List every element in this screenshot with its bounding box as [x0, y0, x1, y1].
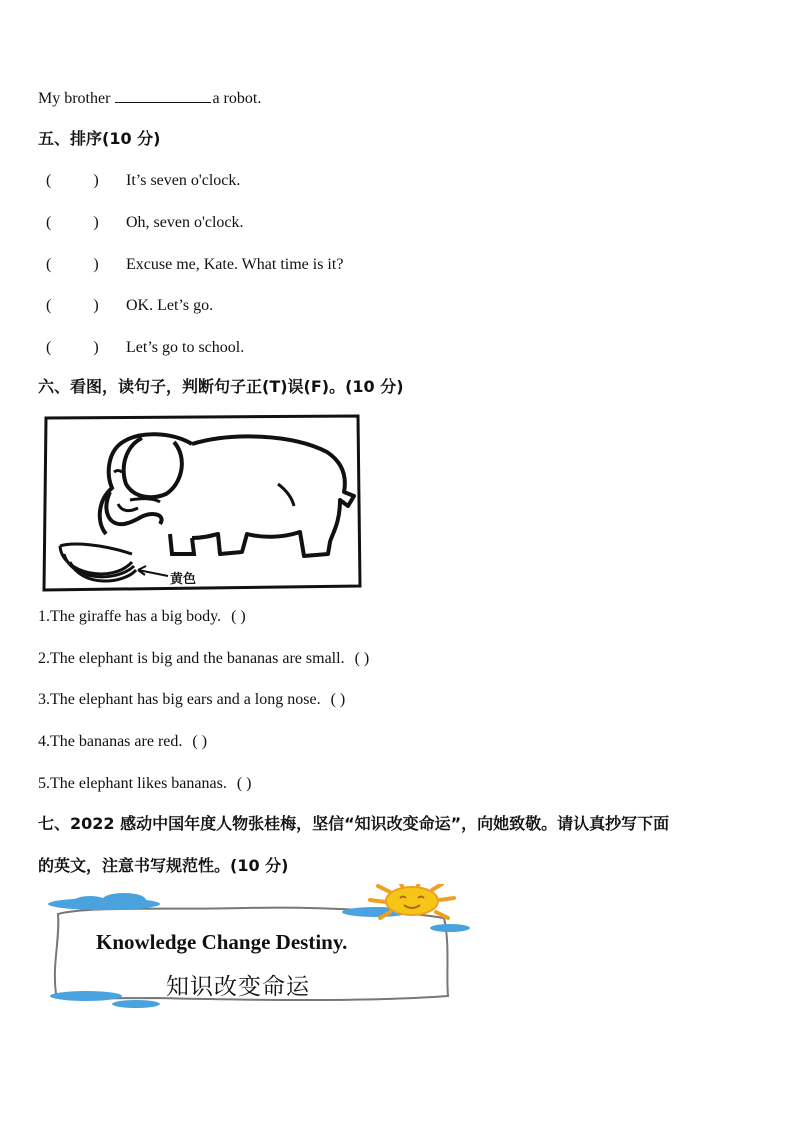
- order-answer-slot[interactable]: ( ): [46, 172, 99, 189]
- tf-answer-slot[interactable]: ( ): [231, 608, 246, 625]
- banana-color-label: 黄色: [170, 572, 197, 587]
- tf-question: [38, 690, 345, 710]
- sentence-start: My brother: [38, 90, 115, 107]
- order-sentence: It’s seven o'clock.: [126, 172, 241, 189]
- order-answer-slot[interactable]: ( ): [46, 297, 99, 314]
- order-item: [46, 213, 244, 233]
- tf-answer-slot[interactable]: ( ): [236, 775, 252, 792]
- question-text: 2.The elephant is big and the bananas are small.: [38, 650, 345, 667]
- order-item: [46, 338, 244, 358]
- tf-answer-slot[interactable]: ( ): [192, 733, 208, 750]
- order-item: [46, 296, 213, 316]
- tf-answer-slot[interactable]: ( ): [354, 650, 370, 667]
- answer-blank[interactable]: [115, 88, 211, 103]
- section-7-heading-line2: 的英文，注意书写规范性。(10 分): [38, 856, 289, 875]
- question-text: 5.The elephant likes bananas.: [38, 775, 227, 792]
- tf-question: [38, 607, 246, 627]
- question-text: 3.The elephant has big ears and a long nose.: [38, 691, 321, 708]
- order-answer-slot[interactable]: ( ): [46, 256, 99, 273]
- tf-question: [38, 649, 369, 669]
- order-item: [46, 255, 343, 275]
- order-sentence: Excuse me, Kate. What time is it?: [126, 256, 344, 273]
- order-answer-slot[interactable]: ( ): [46, 214, 99, 231]
- fill-blank-sentence: [38, 88, 261, 109]
- question-text: 4.The bananas are red.: [38, 733, 183, 750]
- order-sentence: Oh, seven o'clock.: [126, 214, 244, 231]
- section-7-heading-line1: 七、2022 感动中国年度人物张桂梅，坚信“知识改变命运”，向她致敬。请认真抄写下面: [38, 814, 670, 833]
- tf-question: [38, 774, 251, 794]
- order-answer-slot[interactable]: ( ): [46, 339, 99, 356]
- copy-text-english: Knowledge Change Destiny.: [96, 930, 348, 954]
- cloud-icon: [48, 893, 160, 910]
- order-sentence: Let’s go to school.: [126, 339, 245, 356]
- sentence-end: a robot.: [212, 90, 262, 107]
- tf-question: [38, 732, 207, 752]
- section-6-heading: 六、看图，读句子，判断句子正(T)误(F)。(10 分): [38, 377, 404, 396]
- section-5-heading: 五、排序(10 分): [38, 129, 161, 148]
- copy-text-chinese: 知识改变命运: [166, 974, 310, 1000]
- question-text: 1.The giraffe has a big body.: [38, 608, 222, 625]
- order-sentence: OK. Let’s go.: [126, 297, 214, 314]
- tf-answer-slot[interactable]: ( ): [330, 691, 346, 708]
- elephant-picture: [42, 414, 362, 592]
- order-item: [46, 171, 240, 191]
